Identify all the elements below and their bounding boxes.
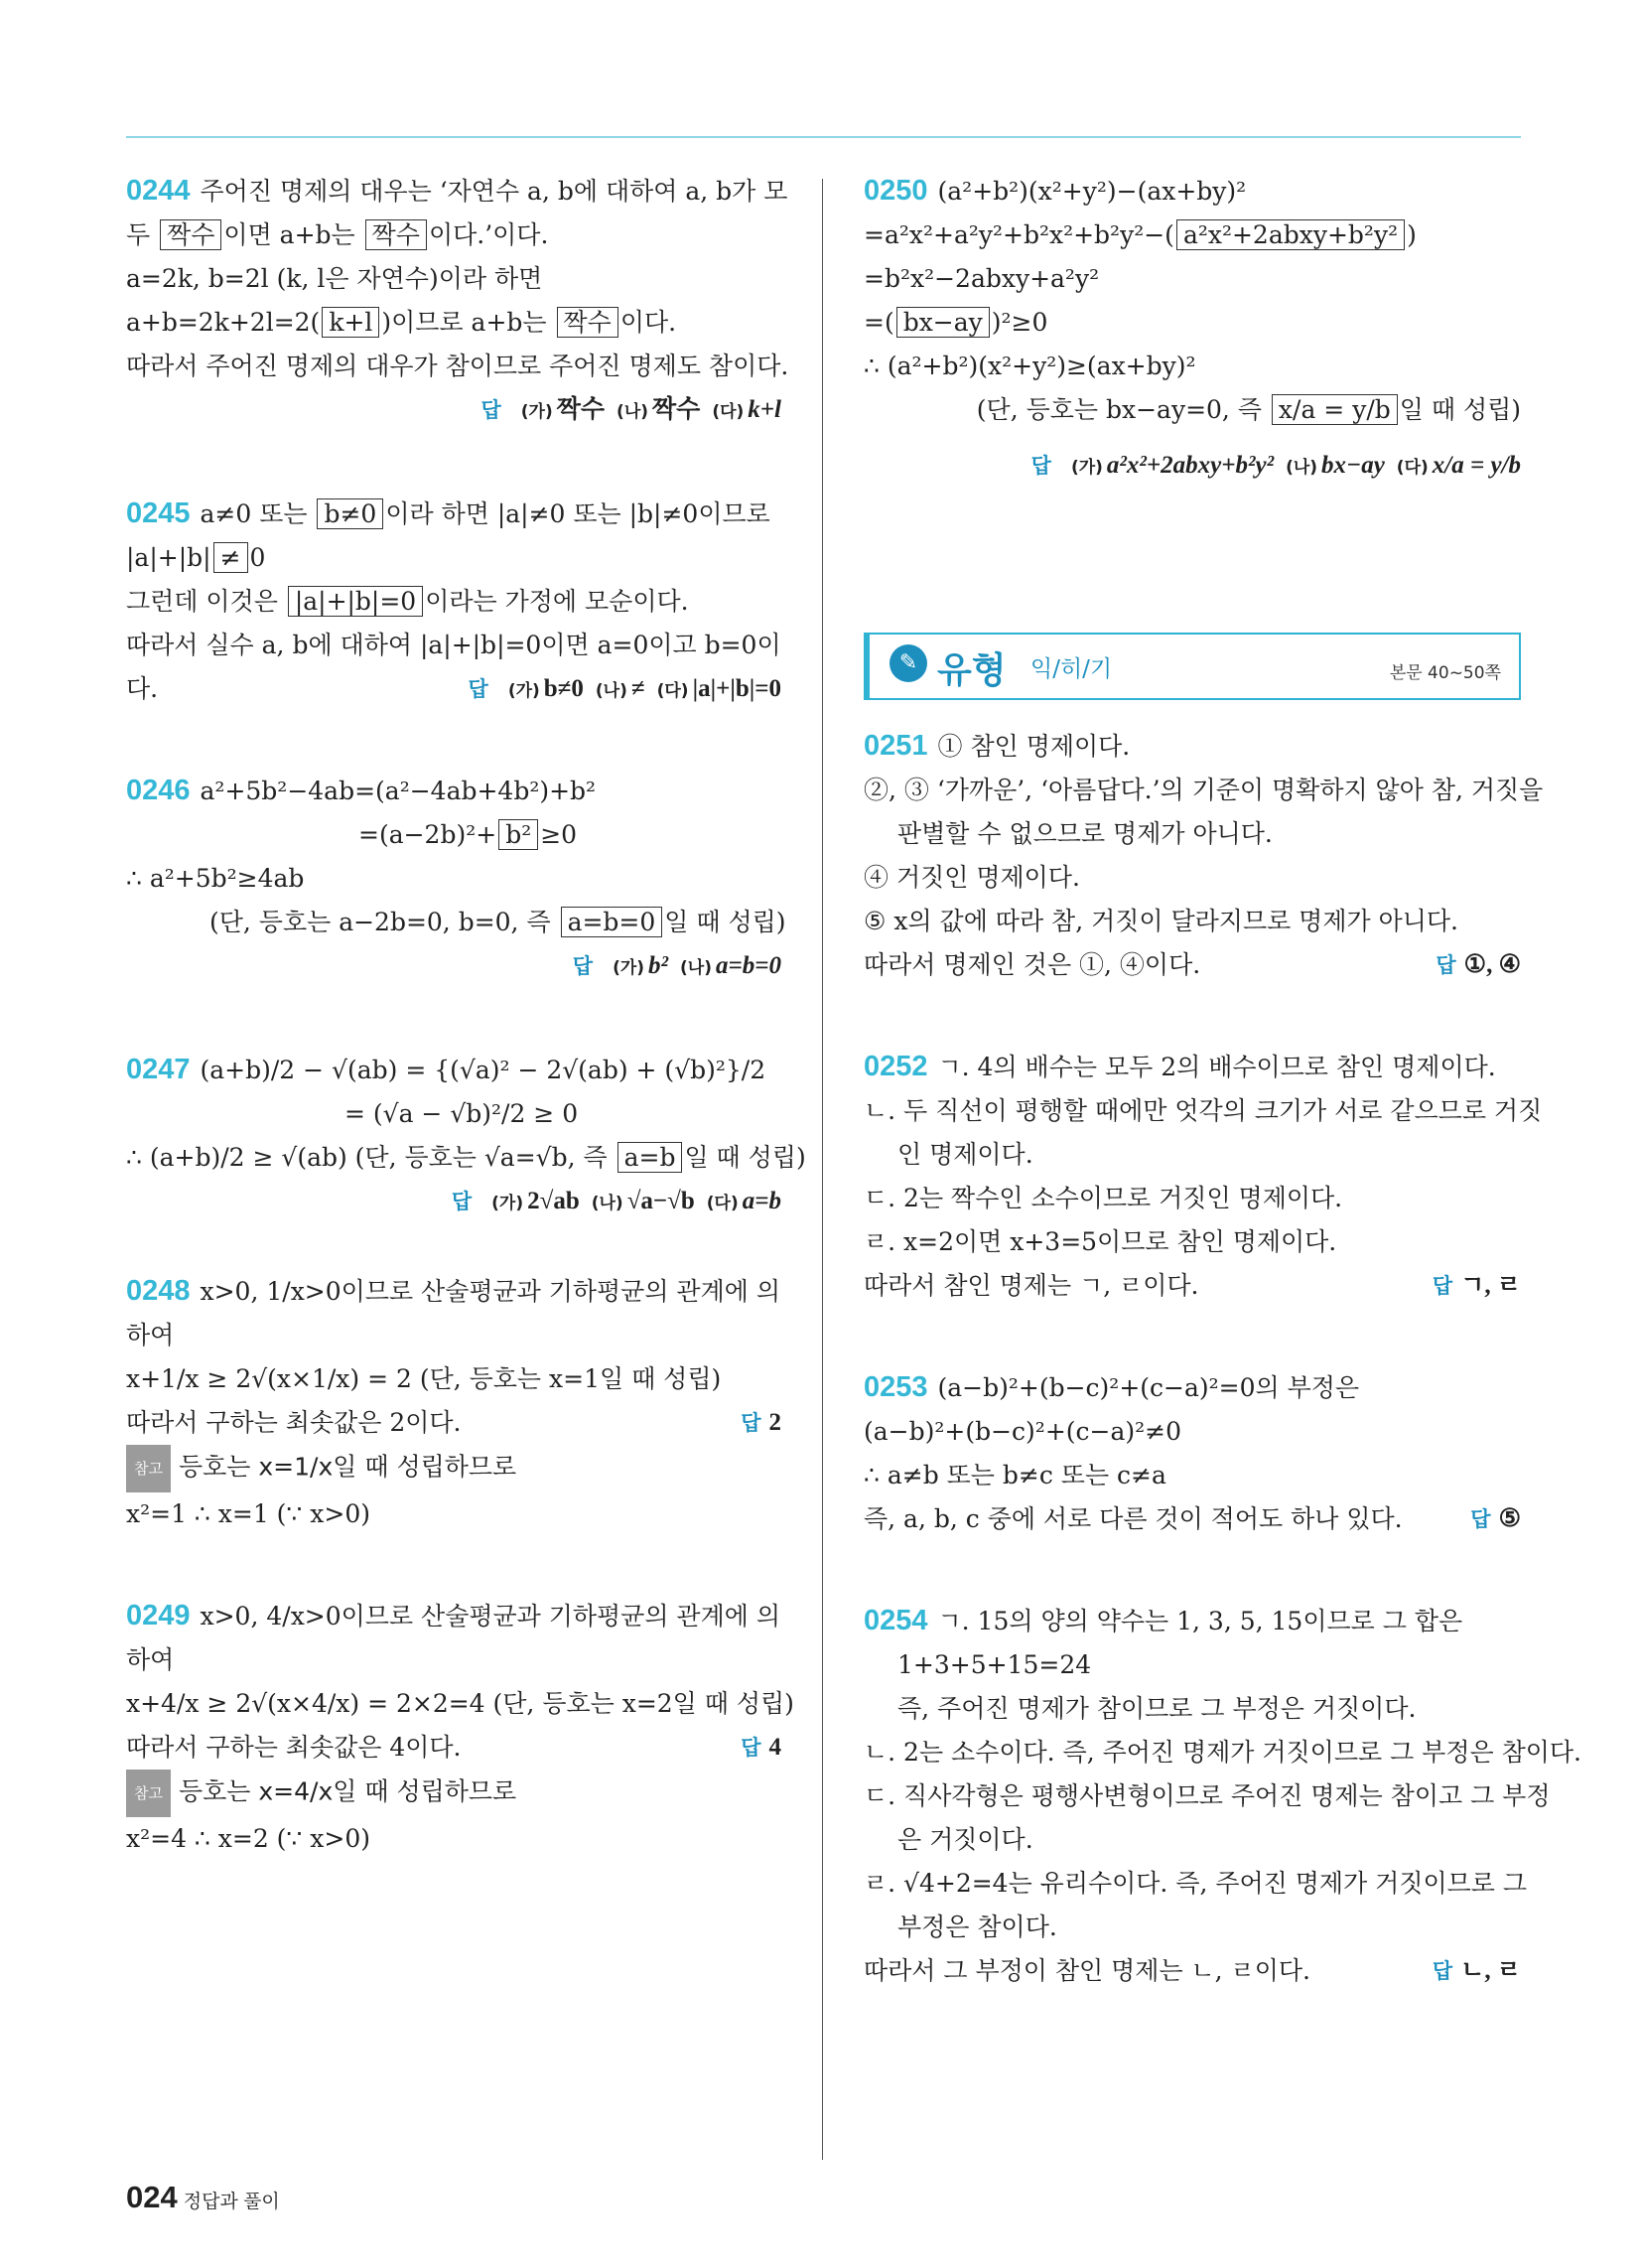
text: 일 때 성립) [664, 908, 786, 936]
answer [741, 1401, 781, 1446]
text: ㄱ. 4의 배수는 모두 2의 배수이므로 참인 명제이다. [937, 1053, 1496, 1081]
section-header [864, 633, 1521, 700]
answer-label: 답 [741, 1412, 761, 1435]
blank-box: 짝수 [557, 307, 618, 338]
text-line: x+4/x ≥ 2√(x×4/x) = 2×2=4 (단, 등호는 x=2일 때 성립) [126, 1689, 794, 1718]
text: 이라는 가정에 모순이다. [425, 587, 689, 616]
blank-box: x/a = y/b [1272, 394, 1398, 425]
note-text: 등호는 x=1/x일 때 성립하므로 [178, 1452, 517, 1482]
text: (단, 등호는 a−2b=0, b=0, 즉 [209, 908, 551, 936]
problem-number: 0245 [126, 497, 191, 529]
answer-value: √a−√b [626, 1188, 695, 1214]
text-line: 주어진 명제의 대우는 ‘자연수 a, b에 대하여 a, b가 모 [200, 177, 788, 206]
answer [1470, 1497, 1521, 1542]
text-line: 따라서 실수 a, b에 대하여 |a|+|b|=0이면 a=0이고 b=0이 [126, 631, 781, 659]
text: a²+5b²−4ab=(a²−4ab+4b²)+b² [200, 777, 597, 805]
problem-0254 [864, 1599, 1581, 1993]
answer-value: ①, ④ [1463, 951, 1521, 978]
answer-mark: (나) [680, 958, 712, 978]
answer-mark: (나) [1286, 458, 1318, 478]
text-line: 은 거짓이다. [897, 1825, 1033, 1854]
problem-number: 0249 [126, 1600, 191, 1631]
answer-value: ⑤ [1498, 1505, 1521, 1532]
answer-mark: (나) [591, 1194, 623, 1213]
answer-value: x/a = y/b [1432, 452, 1521, 479]
answer-label: 답 [1470, 1508, 1491, 1531]
text: 두 [126, 220, 151, 249]
answer-value: 4 [768, 1734, 781, 1761]
text: ≥0 [540, 820, 578, 849]
blank-box: ≠ [213, 542, 248, 573]
answer-mark: (다) [712, 402, 745, 422]
answer-value: 2√ab [527, 1188, 580, 1214]
problem-0250 [864, 169, 1521, 490]
text-line: 하여 [126, 1321, 175, 1349]
text: )²≥0 [991, 308, 1048, 337]
answer-label: 답 [1432, 1275, 1453, 1298]
answer-label: 답 [1030, 455, 1051, 478]
problem-number: 0247 [126, 1054, 191, 1085]
text-line: ②, ③ ‘가까운’, ‘아름답다.’의 기준이 명확하지 않아 참, 거짓을 [864, 776, 1544, 804]
answer-label: 답 [480, 399, 501, 422]
problem-number: 0244 [126, 175, 191, 207]
blank-box: a=b [617, 1142, 683, 1173]
right-column [864, 169, 1581, 1993]
text: 이면 a+b는 [223, 220, 355, 249]
text: (a−b)²+(b−c)²+(c−a)²=0의 부정은 [937, 1373, 1360, 1402]
answer [126, 388, 781, 434]
answer-value: 짝수 [556, 396, 606, 423]
blank-box: 짝수 [365, 219, 427, 250]
text-line: 하여 [126, 1645, 175, 1674]
text-line: ∴ a≠b 또는 b≠c 또는 c≠a [864, 1461, 1166, 1489]
text-line: 부정은 참이다. [897, 1913, 1057, 1941]
text: (단, 등호는 bx−ay=0, 즉 [976, 395, 1262, 424]
text-line: 1+3+5+15=24 [897, 1650, 1092, 1679]
note-tag: 참고 [126, 1770, 171, 1817]
text-line: a=2k, b=2l (k, l은 자연수)이라 하면 [126, 264, 543, 293]
blank-box: |a|+|b|=0 [288, 586, 423, 617]
answer-label: 답 [572, 955, 594, 978]
problem-0251 [864, 724, 1544, 987]
answer-mark: (다) [706, 1194, 739, 1213]
text: )이므로 a+b는 [381, 308, 547, 337]
answer [126, 944, 781, 990]
problem-number: 0246 [126, 775, 191, 806]
problem-number: 0254 [864, 1605, 928, 1636]
answer-value: ㄱ, ㄹ [1460, 1272, 1521, 1299]
blank-box: b≠0 [317, 498, 383, 529]
problem-0247 [126, 1048, 806, 1225]
answer-label: 답 [741, 1737, 761, 1760]
blank-box: bx−ay [896, 307, 990, 338]
text: =(a−2b)²+ [358, 820, 497, 849]
problem-0253 [864, 1365, 1521, 1541]
text: a≠0 또는 [200, 499, 308, 528]
text: ① 참인 명제이다. [937, 732, 1131, 761]
text-line: ㄷ. 2는 짝수인 소수이므로 거짓인 명제이다. [864, 1184, 1343, 1212]
text: 다. [126, 674, 159, 703]
text: 따라서 구하는 최솟값은 4이다. [126, 1733, 462, 1762]
answer-mark: (나) [595, 681, 627, 701]
problem-0244 [126, 169, 789, 434]
answer-label: 답 [451, 1191, 473, 1213]
problem-number: 0251 [864, 730, 928, 762]
answer-value: a=b [742, 1188, 781, 1214]
answer-label: 답 [468, 678, 488, 701]
text-line: ㄹ. x=2이면 x+3=5이므로 참인 명제이다. [864, 1227, 1337, 1256]
answer-value: 짝수 [652, 396, 701, 423]
problem-number: 0252 [864, 1051, 928, 1082]
text-line: 따라서 주어진 명제의 대우가 참이므로 주어진 명제도 참이다. [126, 352, 789, 380]
note-text: 등호는 x=4/x일 때 성립하므로 [178, 1776, 517, 1806]
column-divider [822, 179, 823, 2160]
problem-0252 [864, 1045, 1543, 1308]
problem-0249 [126, 1594, 794, 1861]
text-line: ⑤ x의 값에 따라 참, 거짓이 달라지므로 명제가 아니다. [864, 907, 1458, 935]
answer-mark: (다) [1396, 458, 1429, 478]
text: 따라서 참인 명제는 ㄱ, ㄹ이다. [864, 1271, 1199, 1300]
answer-value: k+l [748, 396, 781, 423]
text: |a|+|b| [126, 543, 211, 572]
answer [864, 444, 1521, 490]
text: 0 [249, 543, 266, 572]
footer-label: 정답과 풀이 [183, 2192, 280, 2212]
blank-box: k+l [322, 307, 379, 338]
text: 이다.’이다. [428, 220, 549, 249]
answer-value: a²x²+2abxy+b²y² [1106, 452, 1275, 479]
text: 그런데 이것은 [126, 587, 278, 616]
problem-number: 0248 [126, 1275, 191, 1307]
answer-mark: (가) [1070, 458, 1103, 478]
text: (a²+b²)(x²+y²)−(ax+by)² [937, 177, 1247, 206]
section-subtitle: 익/히/기 [1030, 656, 1113, 682]
answer-mark: (다) [656, 681, 689, 701]
answer-label: 답 [1436, 954, 1456, 977]
text-line: 판별할 수 없으므로 명제가 아니다. [897, 819, 1273, 848]
answer-label: 답 [1432, 1960, 1453, 1983]
text-line: ㄴ. 두 직선이 평행할 때에만 엇각의 크기가 서로 같으므로 거짓 [864, 1096, 1543, 1125]
blank-box: a=b=0 [561, 907, 663, 937]
answer [1436, 943, 1521, 988]
text-line: x²=1 ∴ x=1 (∵ x>0) [126, 1499, 370, 1528]
text: 일 때 성립) [1399, 395, 1521, 424]
answer [126, 1180, 781, 1225]
text: 따라서 그 부정이 참인 명제는 ㄴ, ㄹ이다. [864, 1956, 1310, 1985]
problem-number: 0250 [864, 175, 928, 207]
text-line: 인 명제이다. [897, 1140, 1033, 1169]
text-line: x+1/x ≥ 2√(x×1/x) = 2 (단, 등호는 x=1일 때 성립) [126, 1364, 722, 1393]
section-page-ref: 본문 40~50쪽 [1389, 663, 1501, 683]
section-title: 유형 [937, 650, 1007, 691]
answer-mark: (나) [616, 402, 649, 422]
text-line: ∴ (a²+b²)(x²+y²)≥(ax+by)² [864, 352, 1196, 380]
text: 이라 하면 |a|≠0 또는 |b|≠0이므로 [385, 499, 770, 528]
text-line: ∴ a²+5b²≥4ab [126, 864, 305, 893]
text-line: ㄴ. 2는 소수이다. 즉, 주어진 명제가 거짓이므로 그 부정은 참이다. [864, 1738, 1581, 1767]
text-line: ㄷ. 직사각형은 평행사변형이므로 주어진 명제는 참이고 그 부정 [864, 1781, 1551, 1810]
text: (a+b)/2 − √(ab) = {(√a)² − 2√(ab) + (√b)²}/2 [200, 1056, 766, 1084]
answer-mark: (가) [507, 681, 540, 701]
answer-value: |a|+|b|=0 [692, 675, 781, 702]
problem-0245 [126, 492, 781, 711]
text: ) [1407, 220, 1417, 249]
left-column [126, 169, 806, 1861]
note-tag: 참고 [126, 1445, 171, 1492]
top-rule [126, 136, 1521, 138]
text: a+b=2k+2l=2( [126, 308, 321, 337]
text-line: 즉, 주어진 명제가 참이므로 그 부정은 거짓이다. [897, 1694, 1417, 1723]
text: =a²x²+a²y²+b²x²+b²y²−( [864, 220, 1174, 249]
problem-0246 [126, 769, 786, 990]
answer-mark: (가) [491, 1194, 524, 1213]
answer [1433, 1264, 1521, 1309]
pencil-icon: ✎ [889, 644, 927, 682]
answer-value: bx−ay [1321, 452, 1385, 479]
answer-value: b≠0 [543, 675, 584, 702]
answer-value: a=b=0 [716, 952, 781, 979]
text: x>0, 1/x>0이므로 산술평균과 기하평균의 관계에 의 [200, 1277, 780, 1306]
text: x>0, 4/x>0이므로 산술평균과 기하평균의 관계에 의 [200, 1602, 780, 1630]
text: ㄱ. 15의 양의 약수는 1, 3, 5, 15이므로 그 합은 [937, 1607, 1463, 1635]
answer-mark: (가) [520, 402, 553, 422]
answer-value: 2 [768, 1409, 781, 1436]
text: 즉, a, b, c 중에 서로 다른 것이 적어도 하나 있다. [864, 1504, 1403, 1533]
text-line: (a−b)²+(b−c)²+(c−a)²≠0 [864, 1417, 1181, 1446]
answer [741, 1726, 781, 1771]
answer-value: ≠ [630, 675, 645, 702]
text: 따라서 구하는 최솟값은 2이다. [126, 1408, 462, 1437]
text-line: = (√a − √b)²/2 ≥ 0 [344, 1099, 579, 1128]
text: ∴ (a+b)/2 ≥ √(ab) (단, 등호는 √a=√b, 즉 [126, 1143, 608, 1172]
text-line: x²=4 ∴ x=2 (∵ x>0) [126, 1824, 370, 1853]
answer [469, 667, 781, 713]
text-line: ④ 거짓인 명제이다. [864, 863, 1080, 892]
text: 따라서 명제인 것은 ①, ④이다. [864, 950, 1201, 979]
answer-value: ㄴ, ㄹ [1460, 1957, 1521, 1984]
text-line: ㄹ. √4+2=4는 유리수이다. 즉, 주어진 명제가 거짓이므로 그 [864, 1869, 1528, 1898]
text: 일 때 성립) [684, 1143, 806, 1172]
page-number: 024 [126, 2180, 178, 2214]
blank-box: 짝수 [160, 219, 221, 250]
answer [1433, 1949, 1521, 1994]
blank-box: a²x²+2abxy+b²y² [1176, 219, 1405, 250]
text: =( [864, 308, 894, 337]
blank-box: b² [498, 819, 538, 850]
answer-value: b² [648, 952, 669, 979]
page-footer [126, 2180, 280, 2215]
problem-0248 [126, 1269, 781, 1536]
answer-mark: (가) [613, 958, 645, 978]
problem-number: 0253 [864, 1371, 928, 1403]
text: 이다. [619, 308, 677, 337]
text-line: =b²x²−2abxy+a²y² [864, 264, 1100, 293]
